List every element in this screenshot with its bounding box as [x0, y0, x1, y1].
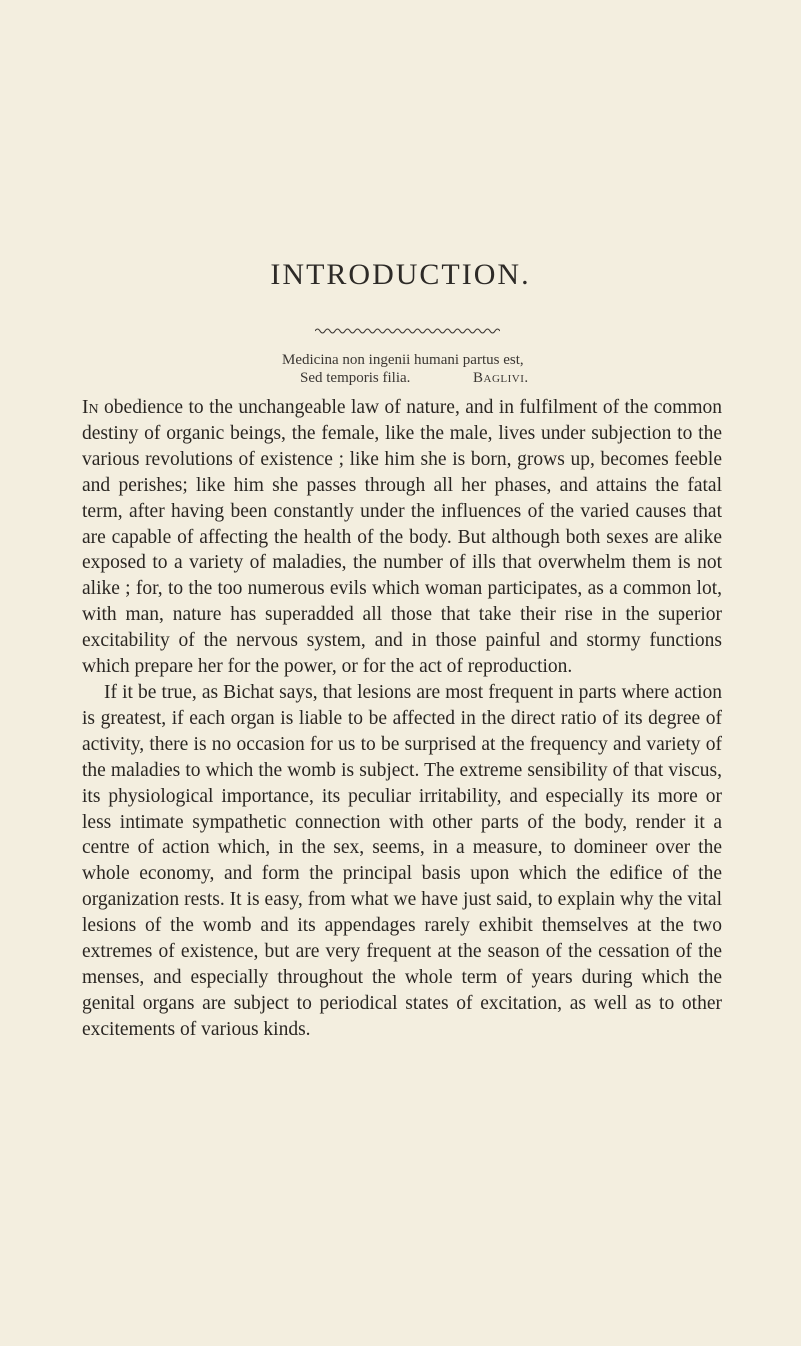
epigraph-line-2: Sed temporis filia. — [300, 370, 411, 386]
wavy-rule-ornament — [315, 326, 500, 336]
body-text — [82, 395, 722, 1043]
epigraph-line-1: Medicina non ingenii humani partus est, — [282, 352, 524, 368]
paragraph-2-text: If it be true, as Bichat says, that lesions are most frequent in parts where action is greatest, if each organ is liable to be affected in the direct ratio of its degree of activity, there is no occasion for us to be surprised at the frequency and variety of the maladies to which the womb is subject. The extreme sensibility of that viscus, its physiological importance, its peculiar irritability, and especially its more or less intimate sympathetic connection with other parts of the body, render it a centre of action which, in the sex, seems, in a measure, to domineer over the whole economy, and form the principal basis upon which the edifice of the organization rests. It is easy, from what we have just said, to explain why the vital lesions of the womb and its appendages rarely exhibit themselves at the two extremes of existence, but are very frequent at the season of the cessation of the menses, and especially throughout the whole term of years during which the genital organs are subject to periodical states of excitation, as well as to other excitements of various kinds. — [82, 681, 722, 1040]
epigraph-author: Baglivi. — [473, 370, 529, 386]
paragraph-1-lead-word: In — [82, 397, 99, 418]
paragraph-1 — [82, 395, 722, 680]
paragraph-1-text: obedience to the unchangeable law of nature, and in fulfilment of the common destiny of organic beings, the female, like the male, lives under subjection to the various revolutions of existence ; like him she is born, grows up, becomes feeble and perishes; like him she passes through all her phases, and attains the fatal term, after having been constantly under the influences of the varied causes that are capable of affecting the health of the body. But although both sexes are alike exposed to a variety of maladies, the number of ills that overwhelm them is not alike ; for, to the too numerous evils which woman participates, as a common lot, with man, nature has superadded all those that take their rise in the superior excitability of the nervous system, and in those painful and stormy functions which prepare her for the power, or for the act of reproduction. — [82, 397, 722, 678]
chapter-heading: INTRODUCTION. — [270, 258, 531, 291]
paragraph-2 — [82, 680, 722, 1043]
